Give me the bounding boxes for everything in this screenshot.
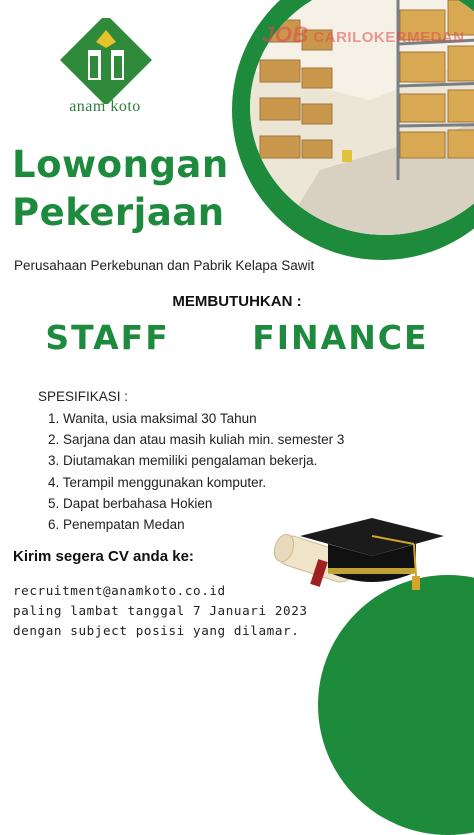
graduation-cap-icon — [268, 510, 448, 602]
list-item: 6. Penempatan Medan — [48, 516, 185, 532]
needs-label: MEMBUTUHKAN : — [172, 293, 302, 310]
specification-heading: SPESIFIKASI : — [38, 389, 129, 404]
company-logo — [58, 18, 154, 104]
watermark-text: CARILOKERMEDAN — [313, 29, 465, 46]
subject-note: dengan subject posisi yang dilamar. — [13, 623, 300, 638]
recruitment-email[interactable]: recruitment@anamkoto.co.id — [13, 583, 226, 598]
deadline-text: paling lambat tanggal 7 Januari 2023 — [13, 603, 308, 618]
brand-name: anam koto — [69, 98, 141, 115]
headline-line-1: Lowongan — [12, 143, 229, 186]
send-cv-heading: Kirim segera CV anda ke: — [13, 548, 194, 565]
green-arc-bottom-decoration — [318, 575, 474, 835]
watermark: JOB CARILOKERMEDAN — [262, 22, 465, 47]
position-title: STAFF FINANCE — [45, 318, 429, 357]
list-item: 5. Dapat berbahasa Hokien — [48, 495, 213, 511]
list-item: 2. Sarjana dan atau masih kuliah min. semester 3 — [48, 432, 345, 448]
list-item: 3. Diutamakan memiliki pengalaman bekerja. — [48, 453, 318, 469]
company-description: Perusahaan Perkebunan dan Pabrik Kelapa Sawit — [14, 258, 315, 273]
graduation-illustration — [268, 510, 448, 602]
list-item: 1. Wanita, usia maksimal 30 Tahun — [48, 411, 257, 426]
logo-leaf-icon — [58, 18, 154, 104]
list-item: 4. Terampil menggunakan komputer. — [48, 474, 267, 490]
headline-line-2: Pekerjaan — [12, 191, 225, 234]
